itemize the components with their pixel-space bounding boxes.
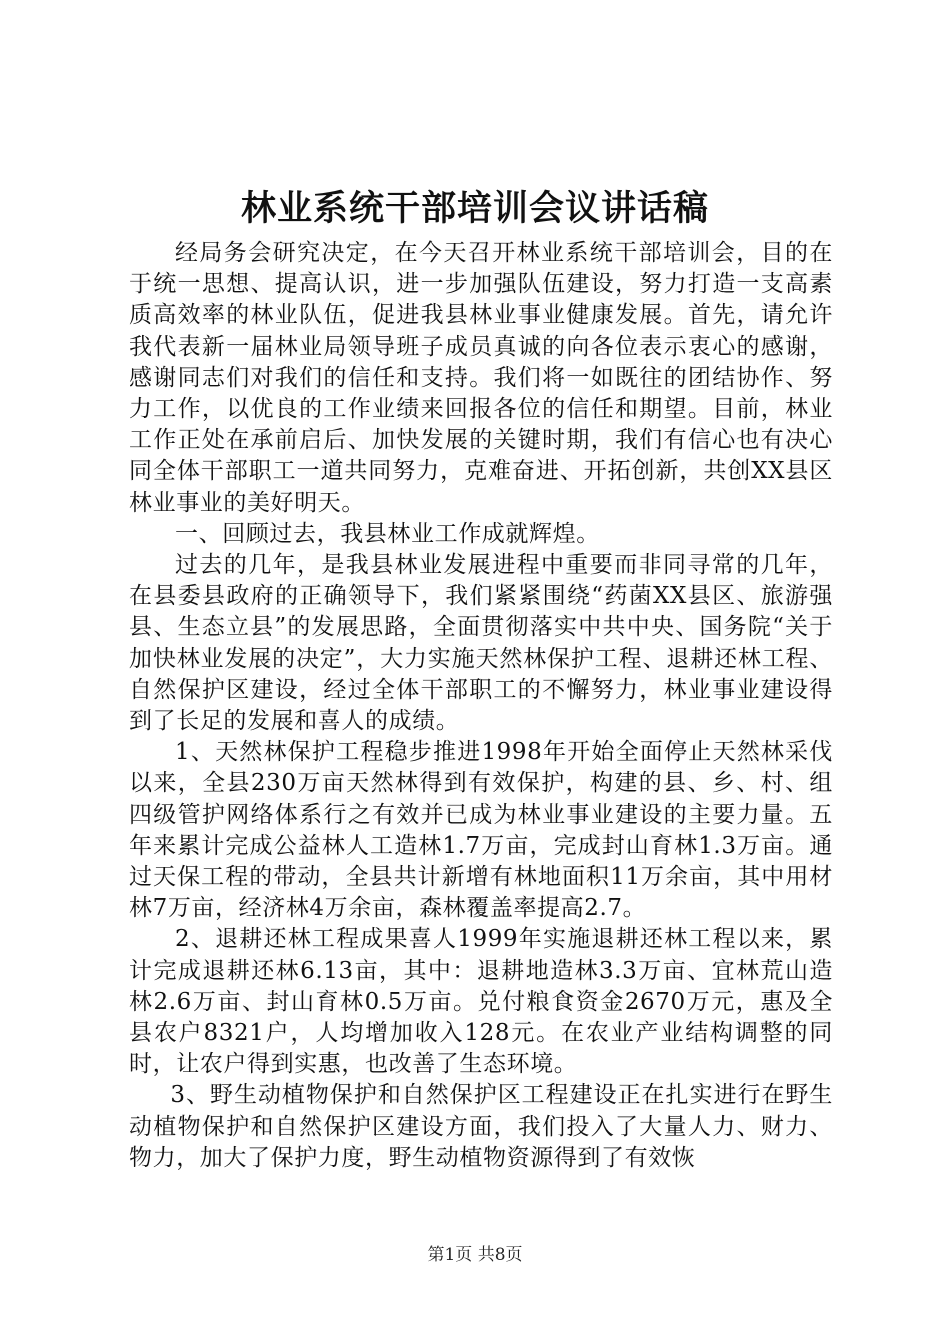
document-title: 林业系统干部培训会议讲话稿 xyxy=(240,188,709,229)
paragraph-item-1: 1、天然林保护工程稳步推进1998年开始全面停止天然林采伐以来，全县230万亩天然林得到有效保护，构建的县、乡、村、组四级管护网络体系行之有效并已成为林业事业建设的主要力量。五年来累计完成公益林人工造林1.7万亩，完成封山育林1.3万亩。通过天保工程的带动，全县共计新增有林地面积11万余亩，其中用材林7万亩，经济林4万余亩，森林覆盖率提高2.7。 xyxy=(129,739,833,922)
section-heading-review: 一、回顾过去，我县林业工作成就辉煌。 xyxy=(175,520,600,547)
paragraph-item-2: 2、退耕还林工程成果喜人1999年实施退耕还林工程以来，累计完成退耕还林6.13亩，其中：退耕地造林3.3万亩、宜林荒山造林2.6万亩、封山育林0.5万亩。兑付粮食资金2670万元，惠及全县农户8321户，人均增加收入128元。在农业产业结构调整的同时，让农户得到实惠，也改善了生态环境。 xyxy=(129,926,833,1078)
paragraph-intro: 经局务会研究决定，在今天召开林业系统干部培训会，目的在于统一思想、提高认识，进一步加强队伍建设，努力打造一支高素质高效率的林业队伍，促进我县林业事业健康发展。首先，请允许我代表新一届林业局领导班子成员真诚的向各位表示衷心的感谢，感谢同志们对我们的信任和支持。我们将一如既往的团结协作、努力工作，以优良的工作业绩来回报各位的信任和期望。目前，林业工作正处在承前启后、加快发展的关键时期，我们有信心也有决心同全体干部职工一道共同努力，克难奋进、开拓创新，共创XX县区林业事业的美好明天。 xyxy=(129,240,833,516)
document-body xyxy=(129,238,833,1174)
paragraph-past-years: 过去的几年，是我县林业发展进程中重要而非同寻常的几年，在县委县政府的正确领导下，我们紧紧围绕“药菌XX县区、旅游强县、生态立县”的发展思路，全面贯彻落实中共中央、国务院“关于加快林业发展的决定”，大力实施天然林保护工程、退耕还林工程、自然保护区建设，经过全体干部职工的不懈努力，林业事业建设得到了长足的发展和喜人的成绩。 xyxy=(129,552,833,735)
paragraph-item-3: 3、野生动植物保护和自然保护区工程建设正在扎实进行在野生动植物保护和自然保护区建设方面，我们投入了大量人力、财力、物力，加大了保护力度，野生动植物资源得到了有效恢 xyxy=(129,1082,833,1171)
page-number-footer: 第1页 共8页 xyxy=(427,1245,523,1265)
